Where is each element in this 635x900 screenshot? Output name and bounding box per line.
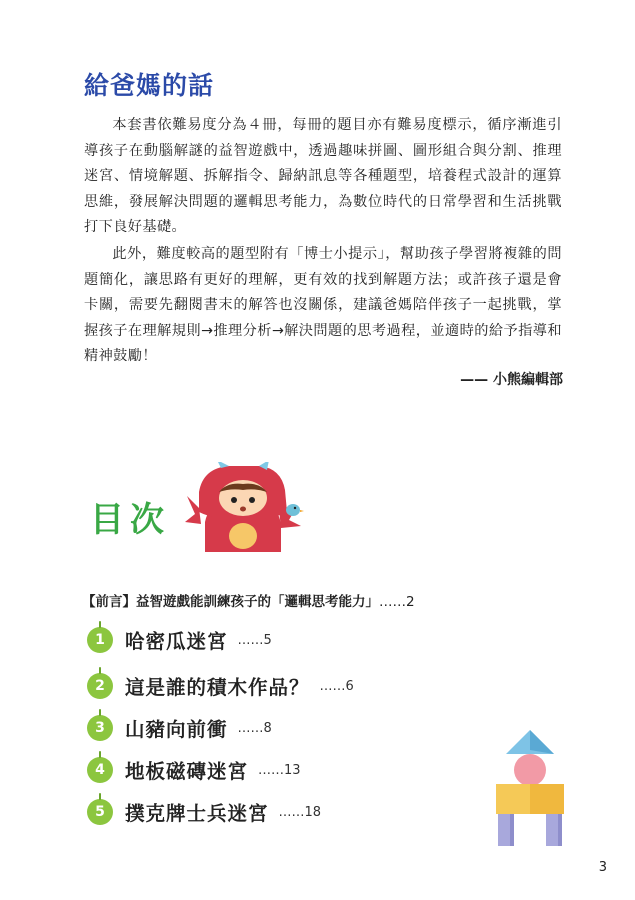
toc-item-page: ……6 — [319, 678, 354, 694]
letter-paragraph-2: 此外，難度較高的題型附有「博士小提示」，幫助孩子學習將複雜的問題簡化，讓思路有更好的理解，更有效的找到解題方法；或許孩子還是會卡關，需要先翻閱書末的解答也沒關係，建議爸媽陪伴孩子一起挑戰，掌握孩子在理解規則→推理分析→解決問題的思考過程，並適時的給予指導和精神鼓勵！ — [84, 246, 562, 364]
toc-item-label: 撲克牌士兵迷宮 — [125, 802, 269, 825]
toc-item-1[interactable] — [87, 626, 272, 654]
toc-item-4[interactable] — [87, 756, 301, 784]
toc-item-page: ……8 — [237, 720, 272, 736]
page-number: 3 — [598, 860, 607, 875]
letter-paragraph-1: 本套書依難易度分為４冊，每冊的題目亦有難易度標示，循序漸進引導孩子在動腦解謎的益智遊戲中，透過趣味拼圖、圖形組合與分割、推理迷宮、情境解題、拆解指令、歸納訊息等各種題型，培養程式設計的運算思維，發展解決問題的邏輯思考能力，為數位時代的日常學習和生活挑戰打下良好基礎。 — [84, 117, 562, 235]
toy-blocks-icon — [490, 728, 570, 848]
chapter-number-badge: 4 — [87, 757, 113, 783]
toc-item-3[interactable] — [87, 714, 272, 742]
dragon-mascot-icon — [185, 462, 305, 554]
chapter-number-badge: 3 — [87, 715, 113, 741]
toc-preface-label: 【前言】益智遊戲能訓練孩子的「邏輯思考能力」 — [82, 594, 379, 610]
toc-preface[interactable] — [82, 590, 415, 610]
letter-title: 給爸媽的話 — [84, 71, 215, 100]
toc-item-5[interactable] — [87, 798, 321, 826]
toc-preface-page: ……2 — [379, 594, 415, 610]
toc-item-2[interactable] — [87, 672, 354, 700]
toc-item-label: 哈密瓜迷宮 — [125, 630, 228, 653]
toc-item-page: ……5 — [237, 632, 272, 648]
toc-item-page: ……18 — [278, 804, 322, 820]
toc-item-page: ……13 — [258, 762, 301, 778]
chapter-number-badge: 5 — [87, 799, 113, 825]
toc-title: 目次 — [90, 500, 170, 540]
toc-item-label: 山豬向前衝 — [125, 718, 228, 741]
letter-signature: —— 小熊編輯部 — [460, 372, 563, 388]
chapter-number-badge: 1 — [87, 627, 113, 653]
chapter-number-badge: 2 — [87, 673, 113, 699]
toc-item-label: 地板磁磚迷宮 — [125, 760, 249, 783]
toc-item-label: 這是誰的積木作品？ — [125, 676, 310, 699]
